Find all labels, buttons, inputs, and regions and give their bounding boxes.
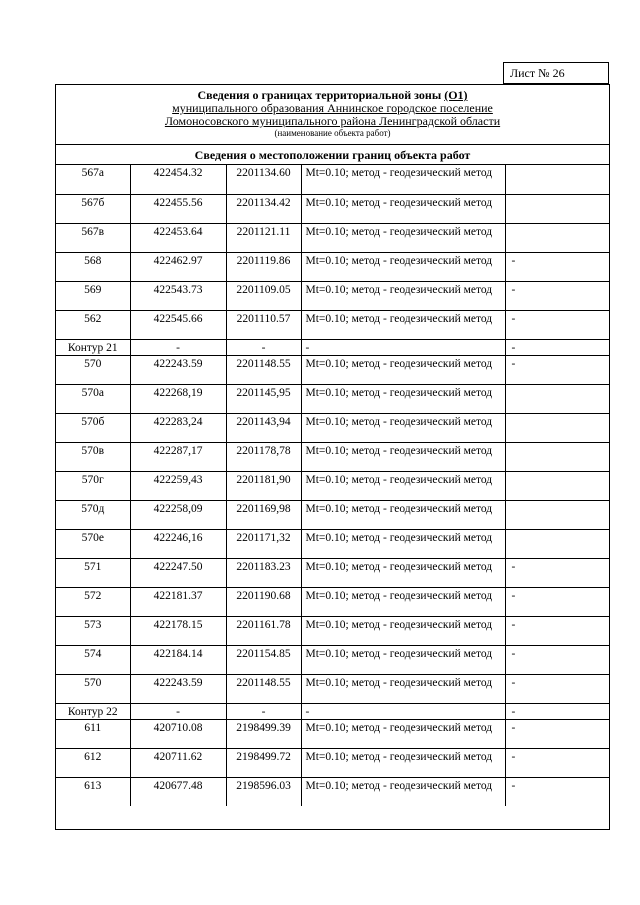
point-number-cell: 570в bbox=[56, 442, 130, 471]
contour-row bbox=[56, 339, 609, 355]
point-number-cell: 570г bbox=[56, 471, 130, 500]
method-cell: Mt=0.10; метод - геодезический метод bbox=[301, 223, 505, 252]
table-row bbox=[56, 719, 609, 748]
point-number-cell: 570б bbox=[56, 413, 130, 442]
table-row bbox=[56, 471, 609, 500]
table-row bbox=[56, 310, 609, 339]
method-cell: Mt=0.10; метод - геодезический метод bbox=[301, 719, 505, 748]
note-cell: - bbox=[505, 339, 609, 355]
point-number-cell: 562 bbox=[56, 310, 130, 339]
table-row bbox=[56, 355, 609, 384]
y-coordinate-cell: 2201109.05 bbox=[226, 281, 301, 310]
point-number-cell: 570 bbox=[56, 355, 130, 384]
method-cell: - bbox=[301, 339, 505, 355]
method-cell: Mt=0.10; метод - геодезический метод bbox=[301, 252, 505, 281]
table-row bbox=[56, 252, 609, 281]
x-coordinate-cell: 422545.66 bbox=[130, 310, 226, 339]
method-cell: Mt=0.10; метод - геодезический метод bbox=[301, 281, 505, 310]
note-cell bbox=[505, 413, 609, 442]
point-number-cell: 612 bbox=[56, 748, 130, 777]
note-cell: - bbox=[505, 645, 609, 674]
note-cell: - bbox=[505, 558, 609, 587]
x-coordinate-cell: 420711.62 bbox=[130, 748, 226, 777]
table-row bbox=[56, 194, 609, 223]
y-coordinate-cell: 2201154.85 bbox=[226, 645, 301, 674]
note-cell: - bbox=[505, 281, 609, 310]
x-coordinate-cell: 422453.64 bbox=[130, 223, 226, 252]
table-row bbox=[56, 442, 609, 471]
method-cell: Mt=0.10; метод - геодезический метод bbox=[301, 471, 505, 500]
y-coordinate-cell: - bbox=[226, 339, 301, 355]
coordinates-table bbox=[56, 165, 609, 806]
y-coordinate-cell: 2201148.55 bbox=[226, 674, 301, 703]
note-cell bbox=[505, 442, 609, 471]
note-cell bbox=[505, 471, 609, 500]
y-coordinate-cell: 2198499.39 bbox=[226, 719, 301, 748]
point-number-cell: 572 bbox=[56, 587, 130, 616]
table-row bbox=[56, 281, 609, 310]
table-row bbox=[56, 165, 609, 194]
point-number-cell: 571 bbox=[56, 558, 130, 587]
x-coordinate-cell: 422287,17 bbox=[130, 442, 226, 471]
note-cell bbox=[505, 165, 609, 194]
x-coordinate-cell: 422259,43 bbox=[130, 471, 226, 500]
method-cell: - bbox=[301, 703, 505, 719]
note-cell: - bbox=[505, 355, 609, 384]
x-coordinate-cell: 422462.97 bbox=[130, 252, 226, 281]
y-coordinate-cell: 2201161.78 bbox=[226, 616, 301, 645]
method-cell: Mt=0.10; метод - геодезический метод bbox=[301, 413, 505, 442]
point-number-cell: 574 bbox=[56, 645, 130, 674]
note-cell: - bbox=[505, 703, 609, 719]
method-cell: Mt=0.10; метод - геодезический метод bbox=[301, 529, 505, 558]
y-coordinate-cell: 2198596.03 bbox=[226, 777, 301, 806]
method-cell: Mt=0.10; метод - геодезический метод bbox=[301, 355, 505, 384]
point-number-cell: Контур 22 bbox=[56, 703, 130, 719]
document-header bbox=[56, 85, 609, 145]
x-coordinate-cell: 422247.50 bbox=[130, 558, 226, 587]
table-row bbox=[56, 777, 609, 806]
note-cell: - bbox=[505, 777, 609, 806]
point-number-cell: 570е bbox=[56, 529, 130, 558]
x-coordinate-cell: - bbox=[130, 703, 226, 719]
y-coordinate-cell: 2201143,94 bbox=[226, 413, 301, 442]
method-cell: Mt=0.10; метод - геодезический метод bbox=[301, 645, 505, 674]
district-line: Ломоносовского муниципального района Ленинградской области bbox=[164, 114, 501, 128]
point-number-cell: Контур 21 bbox=[56, 339, 130, 355]
point-number-cell: 611 bbox=[56, 719, 130, 748]
point-number-cell: 568 bbox=[56, 252, 130, 281]
note-cell bbox=[505, 384, 609, 413]
y-coordinate-cell: - bbox=[226, 703, 301, 719]
y-coordinate-cell: 2201119.86 bbox=[226, 252, 301, 281]
method-cell: Mt=0.10; метод - геодезический метод bbox=[301, 674, 505, 703]
y-coordinate-cell: 2201183.23 bbox=[226, 558, 301, 587]
x-coordinate-cell: - bbox=[130, 339, 226, 355]
boundary-table-frame bbox=[55, 84, 610, 830]
point-number-cell: 613 bbox=[56, 777, 130, 806]
method-cell: Mt=0.10; метод - геодезический метод bbox=[301, 777, 505, 806]
zone-code: (О1) bbox=[444, 88, 468, 102]
method-cell: Mt=0.10; метод - геодезический метод bbox=[301, 442, 505, 471]
method-cell: Mt=0.10; метод - геодезический метод bbox=[301, 616, 505, 645]
y-coordinate-cell: 2198499.72 bbox=[226, 748, 301, 777]
sheet-number-box bbox=[503, 62, 609, 84]
note-cell bbox=[505, 500, 609, 529]
title-text: Сведения о границах территориальной зоны bbox=[197, 88, 445, 102]
table-row bbox=[56, 674, 609, 703]
method-cell: Mt=0.10; метод - геодезический метод bbox=[301, 165, 505, 194]
sheet-label: Лист № bbox=[510, 66, 550, 80]
x-coordinate-cell: 422181.37 bbox=[130, 587, 226, 616]
point-number-cell: 569 bbox=[56, 281, 130, 310]
x-coordinate-cell: 422543.73 bbox=[130, 281, 226, 310]
x-coordinate-cell: 422184.14 bbox=[130, 645, 226, 674]
note-cell: - bbox=[505, 674, 609, 703]
point-number-cell: 570 bbox=[56, 674, 130, 703]
x-coordinate-cell: 420710.08 bbox=[130, 719, 226, 748]
table-row bbox=[56, 413, 609, 442]
y-coordinate-cell: 2201148.55 bbox=[226, 355, 301, 384]
point-number-cell: 567б bbox=[56, 194, 130, 223]
method-cell: Mt=0.10; метод - геодезический метод bbox=[301, 194, 505, 223]
table-row bbox=[56, 645, 609, 674]
table-row bbox=[56, 223, 609, 252]
x-coordinate-cell: 422258,09 bbox=[130, 500, 226, 529]
y-coordinate-cell: 2201134.42 bbox=[226, 194, 301, 223]
x-coordinate-cell: 420677.48 bbox=[130, 777, 226, 806]
point-number-cell: 567а bbox=[56, 165, 130, 194]
note-cell bbox=[505, 194, 609, 223]
method-cell: Mt=0.10; метод - геодезический метод bbox=[301, 748, 505, 777]
table-row bbox=[56, 529, 609, 558]
table-row bbox=[56, 558, 609, 587]
y-coordinate-cell: 2201110.57 bbox=[226, 310, 301, 339]
y-coordinate-cell: 2201134.60 bbox=[226, 165, 301, 194]
y-coordinate-cell: 2201181,90 bbox=[226, 471, 301, 500]
point-number-cell: 570а bbox=[56, 384, 130, 413]
note-cell bbox=[505, 223, 609, 252]
section-title: Сведения о местоположении границ объекта работ bbox=[56, 145, 609, 165]
method-cell: Mt=0.10; метод - геодезический метод bbox=[301, 587, 505, 616]
table-row bbox=[56, 616, 609, 645]
point-number-cell: 573 bbox=[56, 616, 130, 645]
x-coordinate-cell: 422178.15 bbox=[130, 616, 226, 645]
table-row bbox=[56, 748, 609, 777]
note-cell: - bbox=[505, 310, 609, 339]
method-cell: Mt=0.10; метод - геодезический метод bbox=[301, 500, 505, 529]
point-number-cell: 567в bbox=[56, 223, 130, 252]
method-cell: Mt=0.10; метод - геодезический метод bbox=[301, 310, 505, 339]
y-coordinate-cell: 2201169,98 bbox=[226, 500, 301, 529]
sheet-number: 26 bbox=[552, 66, 565, 80]
table-row bbox=[56, 587, 609, 616]
y-coordinate-cell: 2201178,78 bbox=[226, 442, 301, 471]
note-cell: - bbox=[505, 748, 609, 777]
x-coordinate-cell: 422243.59 bbox=[130, 355, 226, 384]
x-coordinate-cell: 422283,24 bbox=[130, 413, 226, 442]
y-coordinate-cell: 2201171,32 bbox=[226, 529, 301, 558]
note-cell bbox=[505, 529, 609, 558]
note-cell: - bbox=[505, 719, 609, 748]
table-row bbox=[56, 384, 609, 413]
note-cell: - bbox=[505, 616, 609, 645]
y-coordinate-cell: 2201121.11 bbox=[226, 223, 301, 252]
x-coordinate-cell: 422454.32 bbox=[130, 165, 226, 194]
method-cell: Mt=0.10; метод - геодезический метод bbox=[301, 558, 505, 587]
municipality-line: муниципального образования Аннинское городское поселение bbox=[172, 101, 493, 115]
note-cell: - bbox=[505, 252, 609, 281]
x-coordinate-cell: 422455.56 bbox=[130, 194, 226, 223]
y-coordinate-cell: 2201145,95 bbox=[226, 384, 301, 413]
table-row bbox=[56, 500, 609, 529]
x-coordinate-cell: 422243.59 bbox=[130, 674, 226, 703]
note-cell: - bbox=[505, 587, 609, 616]
contour-row bbox=[56, 703, 609, 719]
object-name-note: (наименование объекта работ) bbox=[274, 128, 391, 138]
y-coordinate-cell: 2201190.68 bbox=[226, 587, 301, 616]
method-cell: Mt=0.10; метод - геодезический метод bbox=[301, 384, 505, 413]
point-number-cell: 570д bbox=[56, 500, 130, 529]
x-coordinate-cell: 422268,19 bbox=[130, 384, 226, 413]
x-coordinate-cell: 422246,16 bbox=[130, 529, 226, 558]
